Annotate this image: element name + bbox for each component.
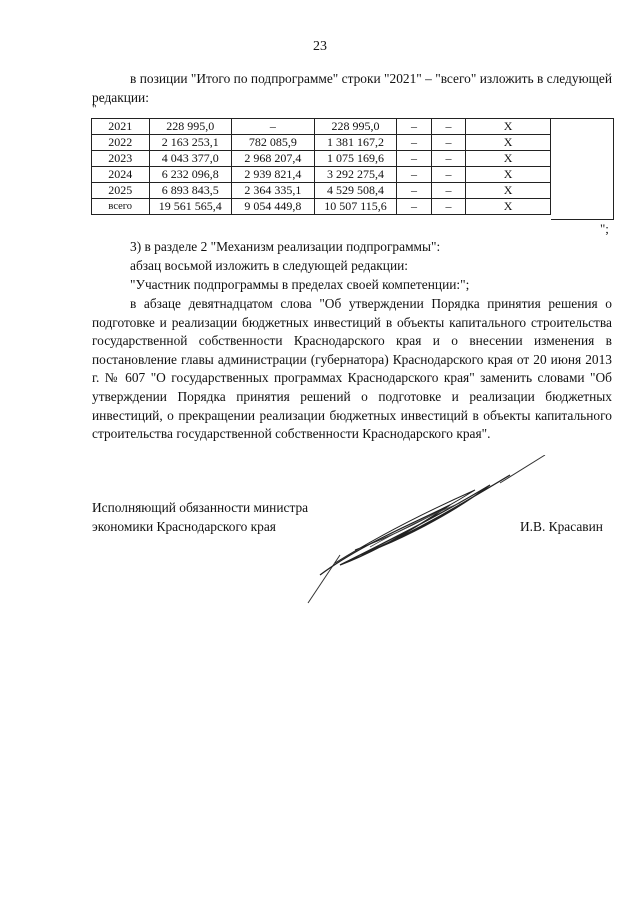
signatory-title-line2: экономики Краснодарского края (92, 518, 276, 534)
closing-quote: "; (600, 221, 609, 236)
table-cell-year: всего (92, 199, 150, 215)
table-cell-year: 2022 (92, 135, 150, 151)
table-row (92, 135, 551, 151)
table-cell-federal: 2 364 335,1 (232, 183, 315, 199)
table-cell-c5: – (397, 119, 432, 135)
table-cell-year: 2025 (92, 183, 150, 199)
table-cell-c6: – (431, 167, 466, 183)
table-cell-federal: 9 054 449,8 (232, 199, 315, 215)
paragraph-8-text: "Участник подпрограммы в пределах своей компетенции:"; (130, 277, 470, 292)
table-cell-year: 2021 (92, 119, 150, 135)
table-cell-c6: – (431, 199, 466, 215)
table-cell-regional: 4 529 508,4 (314, 183, 397, 199)
table-cell-c6: – (431, 151, 466, 167)
table-row (92, 167, 551, 183)
signatory-name: И.В. Красавин (520, 519, 603, 534)
table-cell-c5: – (397, 183, 432, 199)
signatory-title-line1: Исполняющий обязанности министра (92, 500, 309, 515)
table-cell-total: 6 893 843,5 (149, 183, 232, 199)
table-row (92, 199, 551, 215)
table-cell-total: 19 561 565,4 (149, 199, 232, 215)
table-row (92, 183, 551, 199)
table-cell-regional: 10 507 115,6 (314, 199, 397, 215)
budget-table (91, 118, 551, 215)
table-cell-federal: 2 968 207,4 (232, 151, 315, 167)
table-cell-regional: 228 995,0 (314, 119, 397, 135)
table-cell-year: 2024 (92, 167, 150, 183)
table-cell-c7: X (466, 151, 551, 167)
table-cell-c6: – (431, 135, 466, 151)
table-row (92, 119, 551, 135)
table-cell-c5: – (397, 199, 432, 215)
table-cell-total: 6 232 096,8 (149, 167, 232, 183)
table-cell-total: 4 043 377,0 (149, 151, 232, 167)
table-cell-federal: 782 085,9 (232, 135, 315, 151)
table-cell-total: 2 163 253,1 (149, 135, 232, 151)
table-cell-year: 2023 (92, 151, 150, 167)
table-cell-c7: X (466, 199, 551, 215)
signatory-title (92, 499, 308, 536)
table-cell-c7: X (466, 119, 551, 135)
table-cell-regional: 1 381 167,2 (314, 135, 397, 151)
table-cell-c5: – (397, 167, 432, 183)
section-3-heading: 3) в разделе 2 "Механизм реализации подпрограммы": (130, 239, 441, 254)
table-cell-c7: X (466, 135, 551, 151)
table-cell-c5: – (397, 135, 432, 151)
paragraph-19: в абзаце девятнадцатом слова "Об утверждении Порядка принятия решения о подготовке и реализации бюджетных инвестиций в объекты капитального строительства государственной собственности Краснодарского края и о внесении изменения в постановление главы администрации (губернатора) Краснодарского края от 20 июня 2013 г. № 607 "О государственных программах Краснодарского края" заменить словами "Об утверждении Порядка принятия решений о подготовке и реализации бюджетных инвестиций, о прекращении реализации бюджетных инвестиций в объекты капитального строительства государственной собственности Краснодарского края". (92, 296, 612, 442)
table-cell-federal: – (232, 119, 315, 135)
intro-paragraph: в позиции "Итого по подпрограмме" строки "2021" – "всего" изложить в следующей редакции: (92, 71, 612, 105)
table-cell-c7: X (466, 167, 551, 183)
table-row (92, 151, 551, 167)
table-cell-c6: – (431, 183, 466, 199)
opening-quote: " (92, 103, 97, 115)
page-number: 23 (313, 39, 327, 54)
paragraph-8-intro: абзац восьмой изложить в следующей редакции: (130, 258, 409, 273)
table-side-cell (551, 118, 614, 220)
table-cell-c6: – (431, 119, 466, 135)
table-cell-total: 228 995,0 (149, 119, 232, 135)
table-cell-federal: 2 939 821,4 (232, 167, 315, 183)
table-cell-regional: 3 292 275,4 (314, 167, 397, 183)
table-cell-c5: – (397, 151, 432, 167)
table-cell-c7: X (466, 183, 551, 199)
table-cell-regional: 1 075 169,6 (314, 151, 397, 167)
